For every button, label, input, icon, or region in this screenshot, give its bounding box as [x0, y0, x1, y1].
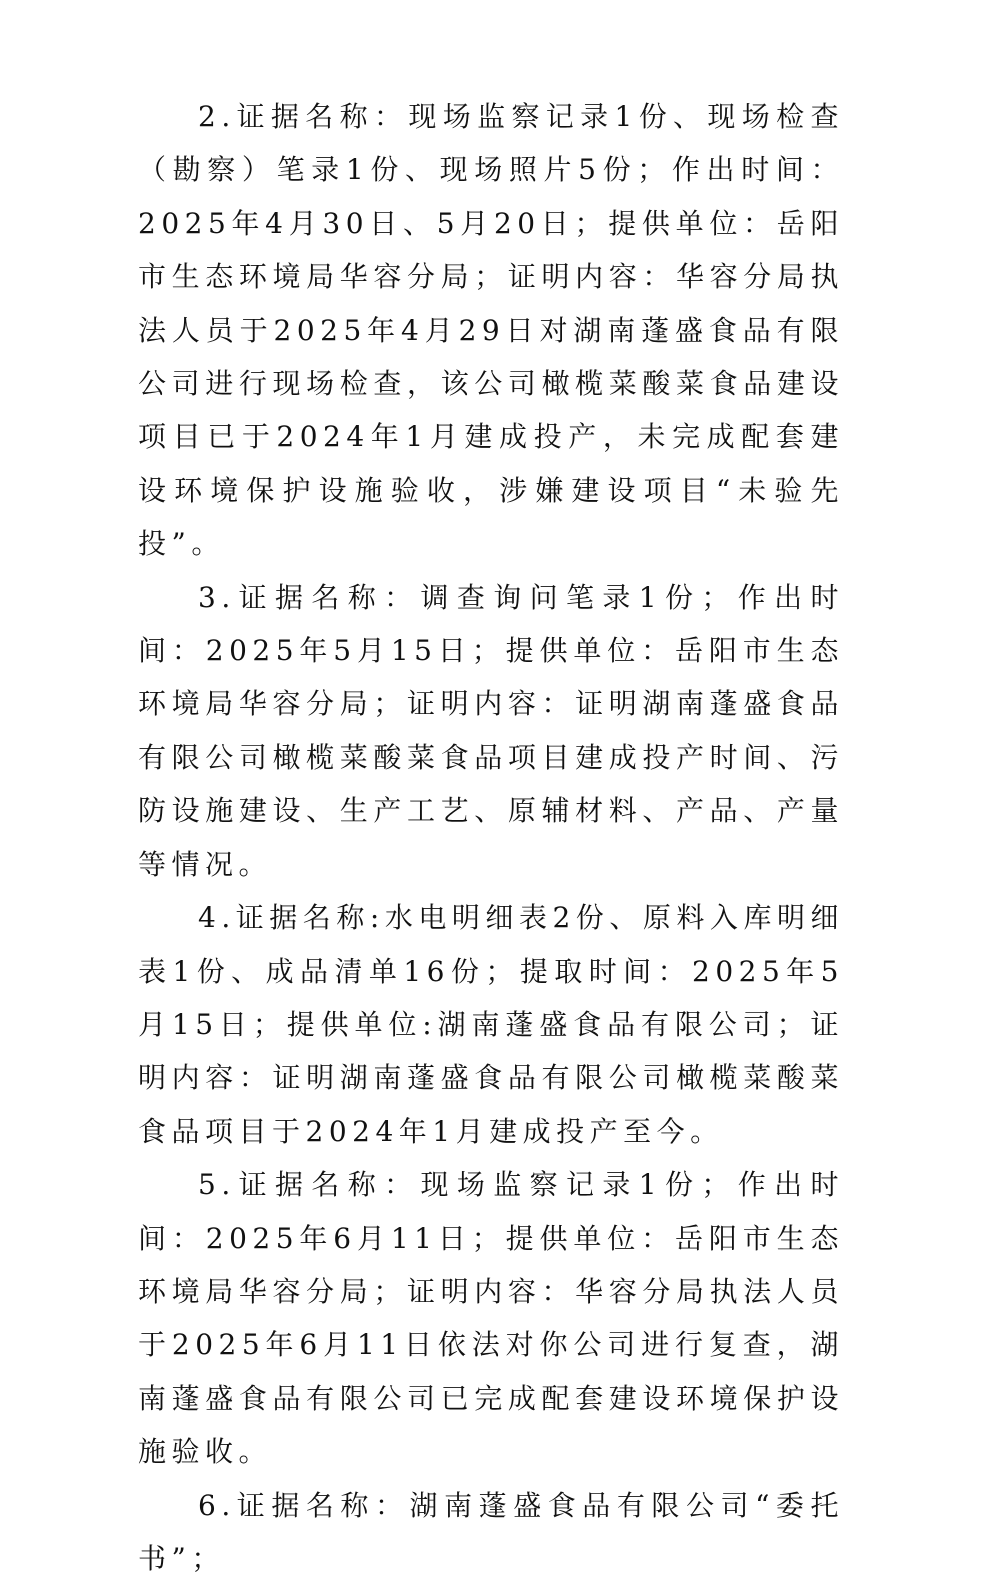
evidence-item-3: 3.证据名称：调查询问笔录1份；作出时间：2025年5月15日；提供单位：岳阳市生态环境局华容分局；证明内容：证明湖南蓬盛食品有限公司橄榄菜酸菜食品项目建成投产时间、污防设施建设、生产工艺、原辅材料、产品、产量等情况。 — [138, 580, 844, 881]
evidence-item-2: 2.证据名称：现场监察记录1份、现场检查（勘察）笔录1份、现场照片5份；作出时间：2025年4月30日、5月20日；提供单位：岳阳市生态环境局华容分局；证明内容：华容分局执法人员于2025年4月29日对湖南蓬盛食品有限公司进行现场检查，该公司橄榄菜酸菜食品建设项目已于2024年1月建成投产，未完成配套建设环境保护设施验收，涉嫌建设项目“未验先投”。 — [138, 100, 844, 561]
evidence-item-6: 6.证据名称：湖南蓬盛食品有限公司“委托书”； — [138, 1488, 844, 1575]
evidence-item-4: 4.证据名称:水电明细表2份、原料入库明细表1份、成品清单16份；提取时间：2025年5月15日；提供单位:湖南蓬盛食品有限公司；证明内容：证明湖南蓬盛食品有限公司橄榄菜酸菜食品项目于2024年1月建成投产至今。 — [138, 901, 844, 1148]
evidence-item-5: 5.证据名称：现场监察记录1份；作出时间：2025年6月11日；提供单位：岳阳市生态环境局华容分局；证明内容：华容分局执法人员于2025年6月11日依法对你公司进行复查，湖南蓬盛食品有限公司已完成配套建设环境保护设施验收。 — [138, 1168, 844, 1469]
document-page — [138, 90, 844, 1585]
